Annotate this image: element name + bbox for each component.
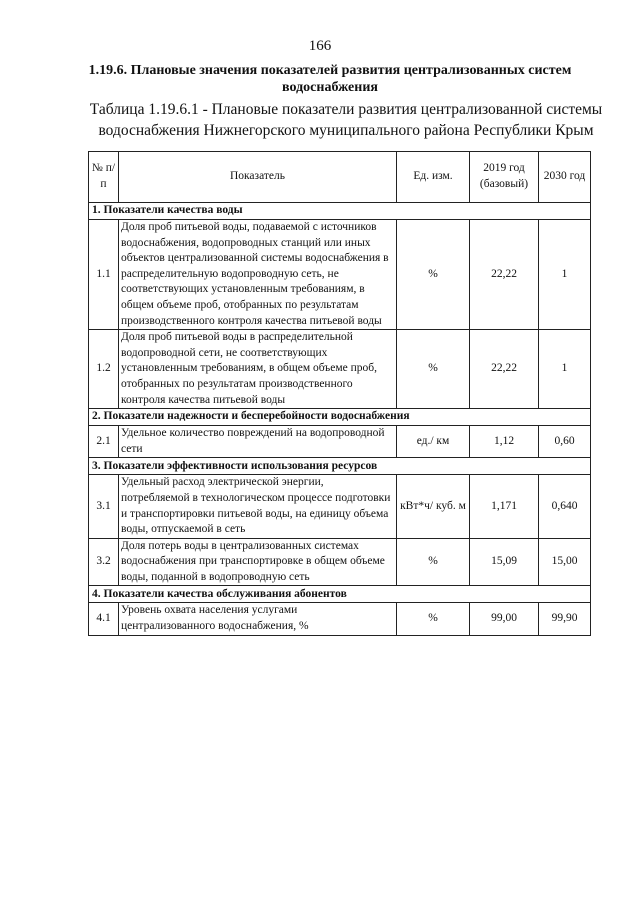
row-num: 2.1 <box>89 426 119 458</box>
section-row <box>89 409 591 426</box>
row-indicator: Удельный расход электрической энергии, потребляемой в технологическом процессе подготовки и транспортировки питьевой воды, на единицу объема воды, отпускаемой в сеть <box>119 475 397 538</box>
row-unit: % <box>397 603 470 635</box>
row-target-value: 1 <box>539 220 591 330</box>
table-row <box>89 330 591 409</box>
row-unit: % <box>397 330 470 409</box>
row-unit: кВт*ч/ куб. м <box>397 475 470 538</box>
section-row <box>89 203 591 220</box>
section-title: 3. Показатели эффективности использования ресурсов <box>89 458 591 475</box>
row-indicator: Доля проб питьевой воды в распределительной водопроводной сети, не соответствующих установленным требованиям, в общем объеме проб, отобранных по результатам производственного контроля качества питьевой воды <box>119 330 397 409</box>
row-num: 4.1 <box>89 603 119 635</box>
table-row <box>89 426 591 458</box>
section-heading: 1.19.6. Плановые значения показателей развития централизованных систем водоснабжения <box>88 63 572 95</box>
row-target-value: 99,90 <box>539 603 591 635</box>
row-base-value: 99,00 <box>470 603 539 635</box>
row-target-value: 0,60 <box>539 426 591 458</box>
section-title: 2. Показатели надежности и бесперебойности водоснабжения <box>89 409 591 426</box>
row-indicator: Удельное количество повреждений на водопроводной сети <box>119 426 397 458</box>
row-target-value: 0,640 <box>539 475 591 538</box>
row-base-value: 22,22 <box>470 220 539 330</box>
row-base-value: 1,12 <box>470 426 539 458</box>
row-target-value: 15,00 <box>539 538 591 586</box>
table-row <box>89 475 591 538</box>
header-indicator: Показатель <box>119 152 397 203</box>
row-unit: % <box>397 220 470 330</box>
row-indicator: Доля потерь воды в централизованных системах водоснабжения при транспортировке в общем объеме воды, поданной в водопроводную сеть <box>119 538 397 586</box>
row-num: 3.2 <box>89 538 119 586</box>
row-num: 1.1 <box>89 220 119 330</box>
section-row <box>89 458 591 475</box>
header-unit: Ед. изм. <box>397 152 470 203</box>
table-caption: Таблица 1.19.6.1 - Плановые показатели развития централизованной системы водоснабжения Нижнегорского муниципального района Республики Крым <box>89 101 603 139</box>
header-num: № п/п <box>89 152 119 203</box>
table-row <box>89 220 591 330</box>
table-header-row <box>89 152 591 203</box>
row-base-value: 15,09 <box>470 538 539 586</box>
row-base-value: 22,22 <box>470 330 539 409</box>
section-title: 4. Показатели качества обслуживания абонентов <box>89 586 591 603</box>
row-target-value: 1 <box>539 330 591 409</box>
table-row <box>89 538 591 586</box>
page-number: 166 <box>308 38 332 54</box>
row-num: 1.2 <box>89 330 119 409</box>
row-unit: ед./ км <box>397 426 470 458</box>
table-row <box>89 603 591 635</box>
row-indicator: Уровень охвата населения услугами централизованного водоснабжения, % <box>119 603 397 635</box>
header-target-year: 2030 год <box>539 152 591 203</box>
row-base-value: 1,171 <box>470 475 539 538</box>
section-title: 1. Показатели качества воды <box>89 203 591 220</box>
section-row <box>89 586 591 603</box>
indicators-table <box>88 151 591 636</box>
row-unit: % <box>397 538 470 586</box>
row-num: 3.1 <box>89 475 119 538</box>
row-indicator: Доля проб питьевой воды, подаваемой с источников водоснабжения, водопроводных станций или иных объектов централизованной системы водоснабжения в распределительную водопроводную сеть, не соответствующих установленным требованиям, в общем объеме проб, отобранных по результатам производственного контроля качества питьевой воды <box>119 220 397 330</box>
header-base-year: 2019 год (базовый) <box>470 152 539 203</box>
